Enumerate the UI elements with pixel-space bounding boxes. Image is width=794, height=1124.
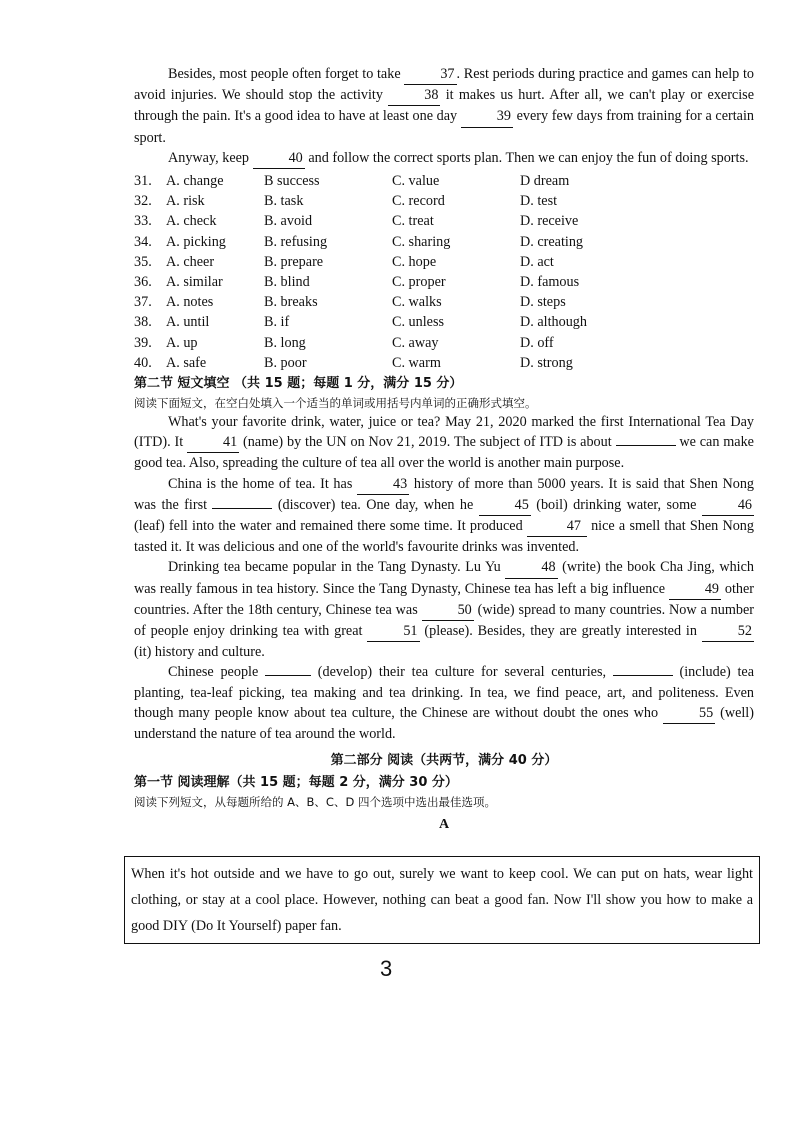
cloze-paragraph-2: China is the home of tea. It has 43 history of more than 5000 years. It is said that Shen Nong was the first (discover) tea. One day, when he 45 (boil) drinking water, some 46 (leaf) fell into the water and remained there some time. It produced 47 nice a smell that Shen Nong tasted it. It was delicious and one of the world's favourite drinks was invented. bbox=[134, 475, 755, 556]
blank-41[interactable]: 41 bbox=[187, 432, 239, 453]
cloze-paragraph-4: Chinese people (develop) their tea culture for several centuries, (include) tea planting, tea-leaf picking, tea making and tea drinking. In tea, we find peace, art, and politeness. Even though many people know about tea culture, the Chinese are without doubt the ones who 55 (well) understand the nature of tea around the world. bbox=[134, 664, 755, 743]
option-c[interactable]: C. value bbox=[392, 173, 440, 190]
option-a[interactable]: A. up bbox=[166, 334, 198, 351]
part-2-title: 第二部分 阅读（共两节，满分 40 分） bbox=[330, 753, 558, 769]
blank-39[interactable]: 39 bbox=[461, 106, 513, 127]
option-b[interactable]: B. long bbox=[264, 334, 306, 351]
option-c[interactable]: C. sharing bbox=[392, 233, 451, 250]
option-a[interactable]: A. change bbox=[166, 173, 224, 190]
option-d[interactable]: D. steps bbox=[520, 294, 566, 311]
option-c[interactable]: C. treat bbox=[392, 213, 434, 230]
blank-38[interactable]: 38 bbox=[388, 85, 440, 106]
reading-instruction: 阅读下列短文，从每题所给的 A、B、C、D 四个选项中选出最佳选项。 bbox=[134, 795, 496, 810]
option-c[interactable]: C. away bbox=[392, 334, 439, 351]
option-a[interactable]: A. cheer bbox=[166, 253, 215, 270]
question-number: 33. bbox=[134, 213, 152, 230]
blank-54[interactable] bbox=[613, 675, 673, 676]
option-b[interactable]: B. breaks bbox=[264, 294, 318, 311]
option-b[interactable]: B success bbox=[264, 173, 320, 190]
option-d[interactable]: D. although bbox=[520, 314, 587, 331]
blank-55[interactable]: 55 bbox=[663, 703, 715, 724]
option-row bbox=[134, 211, 754, 231]
option-a[interactable]: A. similar bbox=[166, 274, 223, 291]
reading-passage-text: When it's hot outside and we have to go out, surely we want to keep cool. We can put on hats, wear light clothing, or stay at a cool place. However, nothing can beat a good fan. Now I'll show you how to make a good DIY (Do It Yourself) paper fan. bbox=[131, 866, 753, 934]
passage-letter: A bbox=[438, 817, 450, 833]
blank-46[interactable]: 46 bbox=[702, 495, 754, 516]
option-row bbox=[134, 232, 754, 252]
option-row bbox=[134, 353, 754, 373]
blank-52[interactable]: 52 bbox=[702, 621, 754, 642]
option-d[interactable]: D. strong bbox=[520, 354, 573, 371]
option-d[interactable]: D. act bbox=[520, 253, 554, 270]
option-row bbox=[134, 292, 754, 312]
option-b[interactable]: B. avoid bbox=[264, 213, 313, 230]
option-a[interactable]: A. safe bbox=[166, 354, 207, 371]
reading-passage-box bbox=[124, 856, 760, 944]
option-c[interactable]: C. walks bbox=[392, 294, 442, 311]
options-list bbox=[134, 171, 754, 373]
blank-45[interactable]: 45 bbox=[479, 495, 531, 516]
option-c[interactable]: C. warm bbox=[392, 354, 441, 371]
option-d[interactable]: D. receive bbox=[520, 213, 579, 230]
option-row bbox=[134, 272, 754, 292]
section-2-heading: 第二节 短文填空 （共 15 题；每题 1 分，满分 15 分） bbox=[134, 376, 463, 392]
question-number: 32. bbox=[134, 193, 152, 210]
passage-paragraph-2: Anyway, keep 40 and follow the correct sports plan. Then we can enjoy the fun of doing sports. bbox=[134, 148, 754, 169]
passage-paragraph-1: Besides, most people often forget to take 37 . Rest periods during practice and games can help to avoid injuries. We should stop the activity 38 it makes us hurt. After all, we can't play or exercise through the pain. It's a good idea to have at least one day 39 every few days from training for a certain sport. bbox=[134, 66, 754, 146]
exam-page bbox=[134, 64, 754, 835]
option-c[interactable]: C. unless bbox=[392, 314, 445, 331]
cloze-paragraph-3: Drinking tea became popular in the Tang Dynasty. Lu Yu 48 (write) the book Cha Jing, which was really famous in tea history. Since the Tang Dynasty, Chinese tea has left a big influence 49 other countries. After the 18th century, Chinese tea was 50 (wide) spread to many countries. Now a number of people enjoy drinking tea with great 51 (please). Besides, they are greatly interested in 52 (it) history and culture. bbox=[134, 559, 755, 661]
blank-53[interactable] bbox=[265, 675, 311, 676]
blank-47[interactable]: 47 bbox=[527, 516, 587, 537]
option-b[interactable]: B. refusing bbox=[264, 233, 328, 250]
option-b[interactable]: B. task bbox=[264, 193, 304, 210]
option-b[interactable]: B. prepare bbox=[264, 253, 324, 270]
option-d[interactable]: D. off bbox=[520, 334, 554, 351]
option-d[interactable]: D. famous bbox=[520, 274, 580, 291]
question-number: 40. bbox=[134, 354, 152, 371]
option-b[interactable]: B. poor bbox=[264, 354, 307, 371]
option-row bbox=[134, 191, 754, 211]
blank-44[interactable] bbox=[212, 508, 272, 509]
option-b[interactable]: B. blind bbox=[264, 274, 310, 291]
reading-section-heading: 第一节 阅读理解（共 15 题；每题 2 分，满分 30 分） bbox=[134, 775, 458, 791]
option-d[interactable]: D dream bbox=[520, 173, 570, 190]
page-number: 3 bbox=[380, 956, 393, 981]
blank-51[interactable]: 51 bbox=[367, 621, 419, 642]
option-a[interactable]: A. risk bbox=[166, 193, 205, 210]
question-number: 38. bbox=[134, 314, 152, 331]
option-row bbox=[134, 252, 754, 272]
question-number: 36. bbox=[134, 274, 152, 291]
option-b[interactable]: B. if bbox=[264, 314, 290, 331]
option-a[interactable]: A. notes bbox=[166, 294, 214, 311]
blank-40[interactable]: 40 bbox=[253, 148, 305, 169]
blank-50[interactable]: 50 bbox=[422, 600, 474, 621]
option-d[interactable]: D. creating bbox=[520, 233, 584, 250]
question-number: 39. bbox=[134, 334, 152, 351]
blank-48[interactable]: 48 bbox=[505, 557, 557, 578]
question-number: 37. bbox=[134, 294, 152, 311]
option-row bbox=[134, 171, 754, 191]
question-number: 35. bbox=[134, 253, 152, 270]
option-c[interactable]: C. proper bbox=[392, 274, 446, 291]
option-a[interactable]: A. check bbox=[166, 213, 217, 230]
question-number: 31. bbox=[134, 173, 152, 190]
option-row bbox=[134, 312, 754, 332]
option-c[interactable]: C. hope bbox=[392, 253, 437, 270]
blank-37[interactable]: 37 bbox=[404, 64, 456, 85]
option-d[interactable]: D. test bbox=[520, 193, 558, 210]
option-row bbox=[134, 333, 754, 353]
option-a[interactable]: A. picking bbox=[166, 233, 226, 250]
blank-49[interactable]: 49 bbox=[669, 579, 721, 600]
option-c[interactable]: C. record bbox=[392, 193, 445, 210]
option-a[interactable]: A. until bbox=[166, 314, 210, 331]
section-2-instruction: 阅读下面短文，在空白处填入一个适当的单词或用括号内单词的正确形式填空。 bbox=[134, 396, 537, 411]
blank-42[interactable] bbox=[616, 445, 676, 446]
cloze-paragraph-1: What's your favorite drink, water, juice or tea? May 21, 2020 marked the first International Tea Day (ITD). It 41 (name) by the UN on Nov 21, 2019. The subject of ITD is about we can make good tea. Also, spreading the culture of tea all over the world is another main purpose. bbox=[134, 414, 754, 472]
blank-43[interactable]: 43 bbox=[357, 474, 409, 495]
question-number: 34. bbox=[134, 233, 152, 250]
